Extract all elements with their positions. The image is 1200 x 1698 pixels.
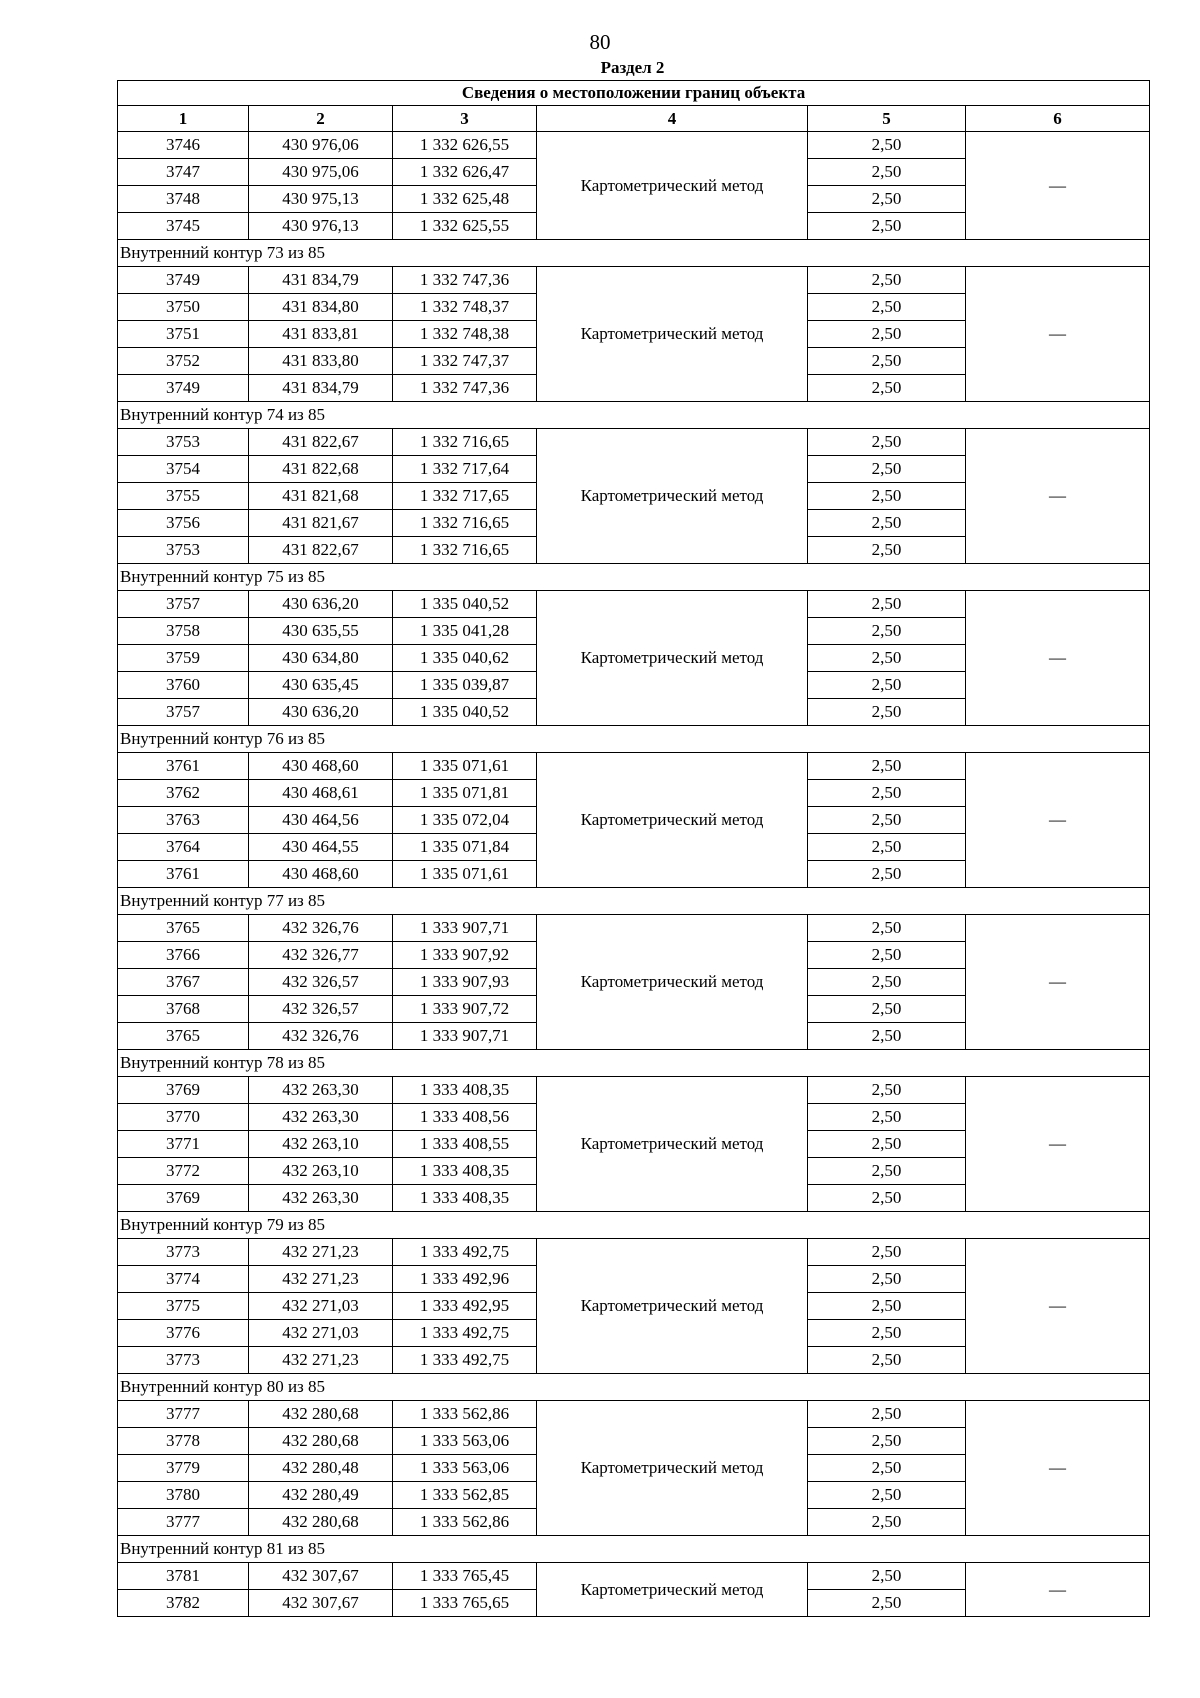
coordinate-y: 1 333 562,85 [393,1482,537,1509]
coordinate-y: 1 333 907,72 [393,996,537,1023]
coordinate-x: 432 307,67 [249,1590,393,1617]
accuracy-value: 2,50 [808,1590,966,1617]
accuracy-value: 2,50 [808,969,966,996]
point-number: 3779 [118,1455,249,1482]
coordinate-y: 1 332 625,55 [393,213,537,240]
point-number: 3766 [118,942,249,969]
coordinate-y: 1 333 408,56 [393,1104,537,1131]
coordinate-x: 431 834,80 [249,294,393,321]
coordinate-x: 430 464,56 [249,807,393,834]
contour-label: Внутренний контур 73 из 85 [118,240,1150,267]
point-number: 3749 [118,375,249,402]
point-number: 3753 [118,537,249,564]
coordinate-x: 432 326,76 [249,1023,393,1050]
method-cell: Картометрический метод [537,1563,808,1617]
point-number: 3757 [118,591,249,618]
coordinate-y: 1 332 747,37 [393,348,537,375]
coordinate-x: 432 280,68 [249,1509,393,1536]
accuracy-value: 2,50 [808,1455,966,1482]
accuracy-value: 2,50 [808,429,966,456]
coordinate-y: 1 332 717,65 [393,483,537,510]
accuracy-value: 2,50 [808,1158,966,1185]
note-cell: — [966,915,1150,1050]
coordinate-x: 432 280,48 [249,1455,393,1482]
accuracy-value: 2,50 [808,672,966,699]
coordinate-y: 1 333 907,71 [393,915,537,942]
coordinate-y: 1 335 040,52 [393,591,537,618]
point-number: 3756 [118,510,249,537]
page-number: 80 [589,30,611,54]
note-cell: — [966,132,1150,240]
column-header: 2 [249,106,393,132]
accuracy-value: 2,50 [808,996,966,1023]
table-row [118,132,1150,159]
note-cell: — [966,429,1150,564]
coordinate-y: 1 332 747,36 [393,267,537,294]
coordinate-x: 432 307,67 [249,1563,393,1590]
coordinate-x: 432 271,03 [249,1293,393,1320]
coordinate-y: 1 332 747,36 [393,375,537,402]
accuracy-value: 2,50 [808,942,966,969]
point-number: 3781 [118,1563,249,1590]
point-number: 3776 [118,1320,249,1347]
accuracy-value: 2,50 [808,1509,966,1536]
accuracy-value: 2,50 [808,132,966,159]
coordinate-x: 431 821,68 [249,483,393,510]
table-row [118,1401,1150,1428]
note-cell: — [966,1077,1150,1212]
accuracy-value: 2,50 [808,456,966,483]
coordinate-x: 430 976,13 [249,213,393,240]
point-number: 3757 [118,699,249,726]
contour-label-row [118,1050,1150,1077]
accuracy-value: 2,50 [808,159,966,186]
column-header: 6 [966,106,1150,132]
coordinate-y: 1 333 492,95 [393,1293,537,1320]
point-number: 3772 [118,1158,249,1185]
method-cell: Картометрический метод [537,267,808,402]
coordinate-y: 1 335 071,84 [393,834,537,861]
point-number: 3780 [118,1482,249,1509]
point-number: 3759 [118,645,249,672]
point-number: 3762 [118,780,249,807]
table-row [118,267,1150,294]
contour-label: Внутренний контур 81 из 85 [118,1536,1150,1563]
accuracy-value: 2,50 [808,1482,966,1509]
point-number: 3758 [118,618,249,645]
coordinate-x: 432 263,10 [249,1131,393,1158]
accuracy-value: 2,50 [808,591,966,618]
coordinate-y: 1 333 408,35 [393,1077,537,1104]
coordinate-y: 1 332 626,47 [393,159,537,186]
accuracy-value: 2,50 [808,1320,966,1347]
point-number: 3769 [118,1185,249,1212]
accuracy-value: 2,50 [808,645,966,672]
accuracy-value: 2,50 [808,618,966,645]
point-number: 3765 [118,1023,249,1050]
coordinate-y: 1 333 765,65 [393,1590,537,1617]
coordinate-x: 431 822,67 [249,537,393,564]
column-header: 1 [118,106,249,132]
coordinate-y: 1 332 716,65 [393,510,537,537]
accuracy-value: 2,50 [808,321,966,348]
coordinate-y: 1 335 071,61 [393,753,537,780]
coordinate-x: 432 326,76 [249,915,393,942]
contour-label-row [118,402,1150,429]
method-cell: Картометрический метод [537,1401,808,1536]
column-header: 3 [393,106,537,132]
point-number: 3746 [118,132,249,159]
coordinate-x: 432 263,30 [249,1104,393,1131]
accuracy-value: 2,50 [808,1401,966,1428]
table-row [118,753,1150,780]
point-number: 3778 [118,1428,249,1455]
coordinate-y: 1 335 039,87 [393,672,537,699]
method-cell: Картометрический метод [537,429,808,564]
contour-label: Внутренний контур 75 из 85 [118,564,1150,591]
table-body [118,132,1150,1617]
coordinate-y: 1 333 408,35 [393,1185,537,1212]
coordinate-x: 430 468,60 [249,753,393,780]
coordinate-y: 1 335 071,61 [393,861,537,888]
table-row [118,1563,1150,1590]
coordinate-x: 432 263,30 [249,1185,393,1212]
accuracy-value: 2,50 [808,834,966,861]
coordinate-y: 1 333 408,55 [393,1131,537,1158]
table-row [118,429,1150,456]
table-row [118,915,1150,942]
method-cell: Картометрический метод [537,753,808,888]
coordinate-y: 1 335 040,62 [393,645,537,672]
point-number: 3769 [118,1077,249,1104]
point-number: 3748 [118,186,249,213]
accuracy-value: 2,50 [808,1185,966,1212]
point-number: 3767 [118,969,249,996]
contour-label-row [118,1212,1150,1239]
table-caption: Сведения о местоположении границ объекта [118,81,1150,106]
coordinate-x: 431 834,79 [249,267,393,294]
coordinate-x: 430 975,06 [249,159,393,186]
contour-label-row [118,564,1150,591]
coordinate-x: 432 326,57 [249,969,393,996]
coordinate-x: 431 833,80 [249,348,393,375]
coordinate-x: 432 280,49 [249,1482,393,1509]
point-number: 3761 [118,861,249,888]
contour-label: Внутренний контур 74 из 85 [118,402,1150,429]
point-number: 3768 [118,996,249,1023]
coordinate-y: 1 332 748,37 [393,294,537,321]
coordinate-y: 1 333 492,96 [393,1266,537,1293]
coordinate-x: 430 975,13 [249,186,393,213]
table-row [118,591,1150,618]
coordinate-x: 430 636,20 [249,699,393,726]
point-number: 3754 [118,456,249,483]
table-row [118,1239,1150,1266]
point-number: 3770 [118,1104,249,1131]
coordinate-y: 1 333 492,75 [393,1347,537,1374]
point-number: 3777 [118,1401,249,1428]
point-number: 3752 [118,348,249,375]
coordinate-y: 1 333 408,35 [393,1158,537,1185]
table-row [118,1077,1150,1104]
coordinate-y: 1 332 716,65 [393,537,537,564]
method-cell: Картометрический метод [537,1239,808,1374]
point-number: 3764 [118,834,249,861]
contour-label: Внутренний контур 76 из 85 [118,726,1150,753]
accuracy-value: 2,50 [808,510,966,537]
accuracy-value: 2,50 [808,375,966,402]
point-number: 3763 [118,807,249,834]
accuracy-value: 2,50 [808,699,966,726]
coordinate-x: 432 271,23 [249,1266,393,1293]
accuracy-value: 2,50 [808,1293,966,1320]
accuracy-value: 2,50 [808,1563,966,1590]
method-cell: Картометрический метод [537,915,808,1050]
accuracy-value: 2,50 [808,1266,966,1293]
method-cell: Картометрический метод [537,132,808,240]
coordinate-x: 432 280,68 [249,1401,393,1428]
accuracy-value: 2,50 [808,1104,966,1131]
note-cell: — [966,267,1150,402]
method-cell: Картометрический метод [537,591,808,726]
point-number: 3751 [118,321,249,348]
coordinate-x: 430 468,60 [249,861,393,888]
accuracy-value: 2,50 [808,780,966,807]
contour-label: Внутренний контур 78 из 85 [118,1050,1150,1077]
point-number: 3773 [118,1347,249,1374]
contour-label-row [118,1374,1150,1401]
accuracy-value: 2,50 [808,1023,966,1050]
coordinate-y: 1 333 563,06 [393,1455,537,1482]
coordinate-x: 432 326,77 [249,942,393,969]
accuracy-value: 2,50 [808,348,966,375]
accuracy-value: 2,50 [808,267,966,294]
accuracy-value: 2,50 [808,294,966,321]
point-number: 3775 [118,1293,249,1320]
contour-label-row [118,1536,1150,1563]
point-number: 3755 [118,483,249,510]
coordinate-y: 1 332 716,65 [393,429,537,456]
accuracy-value: 2,50 [808,1077,966,1104]
contour-label: Внутренний контур 79 из 85 [118,1212,1150,1239]
coordinate-y: 1 335 040,52 [393,699,537,726]
coordinate-y: 1 332 748,38 [393,321,537,348]
point-number: 3782 [118,1590,249,1617]
contour-label: Внутренний контур 77 из 85 [118,888,1150,915]
accuracy-value: 2,50 [808,186,966,213]
coordinate-y: 1 333 562,86 [393,1509,537,1536]
coordinate-x: 430 634,80 [249,645,393,672]
coordinate-x: 432 271,03 [249,1320,393,1347]
point-number: 3760 [118,672,249,699]
coordinate-y: 1 332 626,55 [393,132,537,159]
point-number: 3750 [118,294,249,321]
coordinate-x: 432 280,68 [249,1428,393,1455]
coordinate-x: 430 635,45 [249,672,393,699]
coordinate-y: 1 333 907,92 [393,942,537,969]
coordinate-y: 1 333 907,71 [393,1023,537,1050]
contour-label-row [118,888,1150,915]
accuracy-value: 2,50 [808,915,966,942]
coordinate-y: 1 333 563,06 [393,1428,537,1455]
coordinate-x: 431 822,68 [249,456,393,483]
point-number: 3753 [118,429,249,456]
coordinate-x: 430 976,06 [249,132,393,159]
note-cell: — [966,1239,1150,1374]
coordinate-x: 432 263,10 [249,1158,393,1185]
coordinate-x: 430 464,55 [249,834,393,861]
contour-label-row [118,726,1150,753]
coordinate-x: 431 821,67 [249,510,393,537]
accuracy-value: 2,50 [808,213,966,240]
section-title: Раздел 2 [600,58,665,77]
point-number: 3761 [118,753,249,780]
coordinate-x: 432 271,23 [249,1239,393,1266]
column-header: 4 [537,106,808,132]
note-cell: — [966,1401,1150,1536]
coordinate-y: 1 335 041,28 [393,618,537,645]
point-number: 3777 [118,1509,249,1536]
coordinate-y: 1 335 072,04 [393,807,537,834]
coordinate-x: 432 263,30 [249,1077,393,1104]
coordinate-x: 431 834,79 [249,375,393,402]
accuracy-value: 2,50 [808,1347,966,1374]
note-cell: — [966,591,1150,726]
coordinate-x: 430 635,55 [249,618,393,645]
coordinate-x: 432 326,57 [249,996,393,1023]
coordinate-y: 1 333 765,45 [393,1563,537,1590]
point-number: 3773 [118,1239,249,1266]
coordinate-y: 1 333 492,75 [393,1239,537,1266]
column-header: 5 [808,106,966,132]
accuracy-value: 2,50 [808,861,966,888]
coordinate-y: 1 332 717,64 [393,456,537,483]
coordinate-y: 1 333 562,86 [393,1401,537,1428]
coordinate-x: 430 636,20 [249,591,393,618]
coordinate-x: 431 833,81 [249,321,393,348]
note-cell: — [966,753,1150,888]
coordinate-x: 430 468,61 [249,780,393,807]
contour-label-row [118,240,1150,267]
point-number: 3749 [118,267,249,294]
accuracy-value: 2,50 [808,537,966,564]
accuracy-value: 2,50 [808,1131,966,1158]
coordinate-y: 1 335 071,81 [393,780,537,807]
accuracy-value: 2,50 [808,1428,966,1455]
contour-label: Внутренний контур 80 из 85 [118,1374,1150,1401]
point-number: 3765 [118,915,249,942]
accuracy-value: 2,50 [808,753,966,780]
point-number: 3747 [118,159,249,186]
boundary-coordinates-table [117,80,1150,1617]
point-number: 3774 [118,1266,249,1293]
coordinate-y: 1 333 907,93 [393,969,537,996]
point-number: 3771 [118,1131,249,1158]
coordinate-y: 1 333 492,75 [393,1320,537,1347]
point-number: 3745 [118,213,249,240]
note-cell: — [966,1563,1150,1617]
method-cell: Картометрический метод [537,1077,808,1212]
coordinate-x: 431 822,67 [249,429,393,456]
accuracy-value: 2,50 [808,807,966,834]
accuracy-value: 2,50 [808,1239,966,1266]
coordinate-y: 1 332 625,48 [393,186,537,213]
accuracy-value: 2,50 [808,483,966,510]
coordinate-x: 432 271,23 [249,1347,393,1374]
